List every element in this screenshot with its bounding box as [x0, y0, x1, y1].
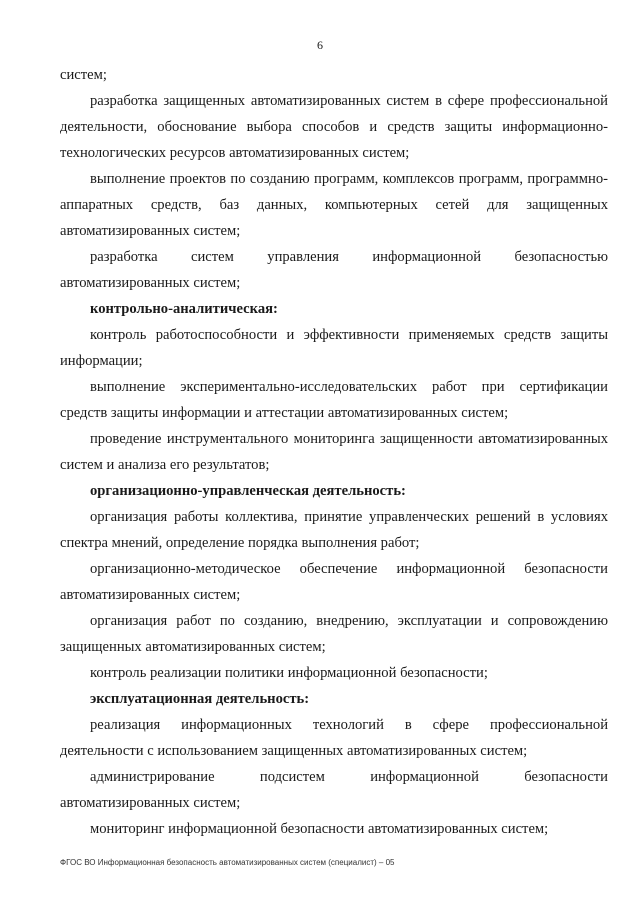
list-item: организация работ по созданию, внедрению, эксплуатации и сопровождению защищенных автоматизированных систем; [60, 613, 608, 655]
page-number: 6 [317, 38, 323, 52]
list-item: контроль реализации политики информационной безопасности; [90, 665, 488, 681]
list-item: реализация информационных технологий в сфере профессиональной деятельности с использованием защищенных автоматизированных систем; [60, 717, 608, 759]
section-heading: контрольно-аналитическая: [90, 301, 278, 317]
list-item: администрирование подсистем информационной безопасности автоматизированных систем; [60, 769, 608, 811]
list-item: мониторинг информационной безопасности автоматизированных систем; [90, 821, 549, 837]
list-item: организационно-методическое обеспечение информационной безопасности автоматизированных систем; [60, 561, 608, 603]
list-item: организация работы коллектива, принятие управленческих решений в условиях спектра мнений, определение порядка выполнения работ; [60, 509, 608, 551]
page-footer: ФГОС ВО Информационная безопасность автоматизированных систем (специалист) – 05 [60, 858, 395, 867]
list-item: выполнение экспериментально-исследовательских работ при сертификации средств защиты информации и аттестации автоматизированных систем; [60, 379, 608, 421]
list-item: разработка систем управления информационной безопасностью автоматизированных систем; [60, 249, 608, 291]
body-text [60, 62, 608, 842]
paragraph-continuation: систем; [60, 67, 107, 83]
section-heading: эксплуатационная деятельность: [90, 691, 310, 707]
section-heading: организационно-управленческая деятельность: [90, 483, 406, 499]
list-item: разработка защищенных автоматизированных систем в сфере профессиональной деятельности, обоснование выбора способов и средств защиты информационно-технологических ресурсов автоматизированных систем; [60, 93, 608, 161]
list-item: проведение инструментального мониторинга защищенности автоматизированных систем и анализа его результатов; [60, 431, 608, 473]
list-item: выполнение проектов по созданию программ, комплексов программ, программно-аппаратных средств, баз данных, компьютерных сетей для защищенных автоматизированных систем; [60, 171, 608, 239]
list-item: контроль работоспособности и эффективности применяемых средств защиты информации; [60, 327, 608, 369]
